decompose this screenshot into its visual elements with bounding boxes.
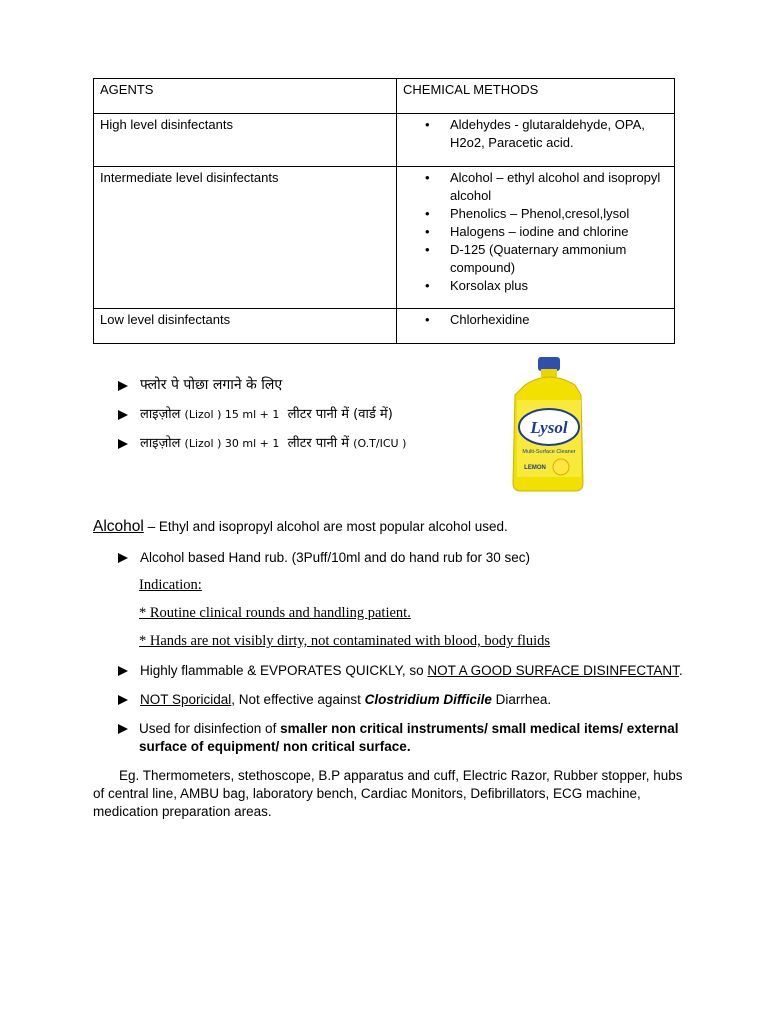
agent-cell: High level disinfectants [94,114,397,167]
indication-text: * Routine clinical rounds and handling patient. [139,605,411,621]
triangle-bullet-icon [118,410,128,420]
hindi-line-2 [118,404,393,422]
method-item: • Chlorhexidine [403,311,668,329]
location-text: (O.T/ICU ) [353,437,407,450]
hindi-text: लीटर पानी में (वार्ड में) [287,407,393,422]
bullet-text: . [678,663,683,678]
organism-name: Clostridium Difficile [364,692,492,707]
product-sub-text: Multi-Surface Cleaner [522,449,576,455]
bullet-text: Used for disinfection of [139,721,281,736]
method-item: • Aldehydes - glutaraldehyde, OPA, H2o2, Paracetic acid. [403,116,668,152]
method-item: • Alcohol – ethyl alcohol and isopropyl alcohol [403,169,668,205]
disinfectant-table [93,78,675,344]
alcohol-bullet-3 [118,691,551,709]
hindi-text: लाइज़ोल [140,407,181,422]
triangle-bullet-icon [118,439,128,449]
hindi-line-1 [118,375,282,394]
triangle-bullet-icon [118,553,128,563]
lysol-bottle-image [505,355,595,495]
triangle-bullet-icon [118,724,128,734]
brand-logo-text: Lysol [530,418,568,437]
table-row [94,167,675,309]
alcohol-intro [93,518,508,536]
methods-cell [397,309,675,344]
hindi-line-3 [118,433,406,451]
triangle-bullet-icon [118,666,128,676]
lizol-dose: (Lizol ) 30 ml + 1 [184,437,280,450]
bullet-emphasis: NOT Sporicidal [140,692,232,707]
header-methods: CHEMICAL METHODS [397,79,675,114]
indication-title [139,577,202,594]
alcohol-bullet-4 [118,720,698,756]
alcohol-bullet-1 [118,549,530,567]
bullet-text: Alcohol based Hand rub. (3Puff/10ml and do hand rub for 30 sec) [140,550,530,565]
header-agents: AGENTS [94,79,397,114]
table-row [94,114,675,167]
bullet-text: , Not effective against [231,692,365,707]
indication-2 [139,633,550,650]
bullet-emphasis: smaller non critical instruments/ small medical items/ external surface of equipment/ non critical surface. [139,721,679,754]
scent-label: LEMON [524,465,546,471]
method-item: • Phenolics – Phenol,cresol,lysol [403,205,668,223]
triangle-bullet-icon [118,381,128,391]
hindi-text: लीटर पानी में [287,436,350,451]
table-row [94,309,675,344]
triangle-bullet-icon [118,695,128,705]
method-item: • D-125 (Quaternary ammonium compound) [403,241,668,277]
methods-cell [397,114,675,167]
indication-title-text: Indication: [139,577,202,593]
bullet-text: Highly flammable & EVPORATES QUICKLY, so [140,663,428,678]
methods-cell [397,167,675,309]
table-header-row [94,79,675,114]
hindi-text: लाइज़ोल [140,436,181,451]
bullet-text: Diarrhea. [491,692,552,707]
indication-text: * Hands are not visibly dirty, not contaminated with blood, body fluids [139,633,551,649]
method-item: • Halogens – iodine and chlorine [403,223,668,241]
alcohol-heading: Alcohol [93,518,144,535]
agent-cell: Low level disinfectants [94,309,397,344]
lizol-dose: (Lizol ) 15 ml + 1 [184,408,280,421]
bullet-emphasis: NOT A GOOD SURFACE DISINFECTANT [427,663,679,678]
agent-cell: Intermediate level disinfectants [94,167,397,309]
examples-paragraph: Eg. Thermometers, stethoscope, B.P apparatus and cuff, Electric Razor, Rubber stopper, hubs of central line, AMBU bag, laboratory bench, Cardiac Monitors, Defibrillators, ECG machine, medication preparation areas. [93,768,683,819]
method-item: • Korsolax plus [403,277,668,295]
indication-1 [139,605,411,622]
hindi-text: फ्लोर पे पोछा लगाने के लिए [140,377,283,393]
alcohol-intro-text: – Ethyl and isopropyl alcohol are most popular alcohol used. [143,519,508,534]
alcohol-bullet-2 [118,662,683,680]
